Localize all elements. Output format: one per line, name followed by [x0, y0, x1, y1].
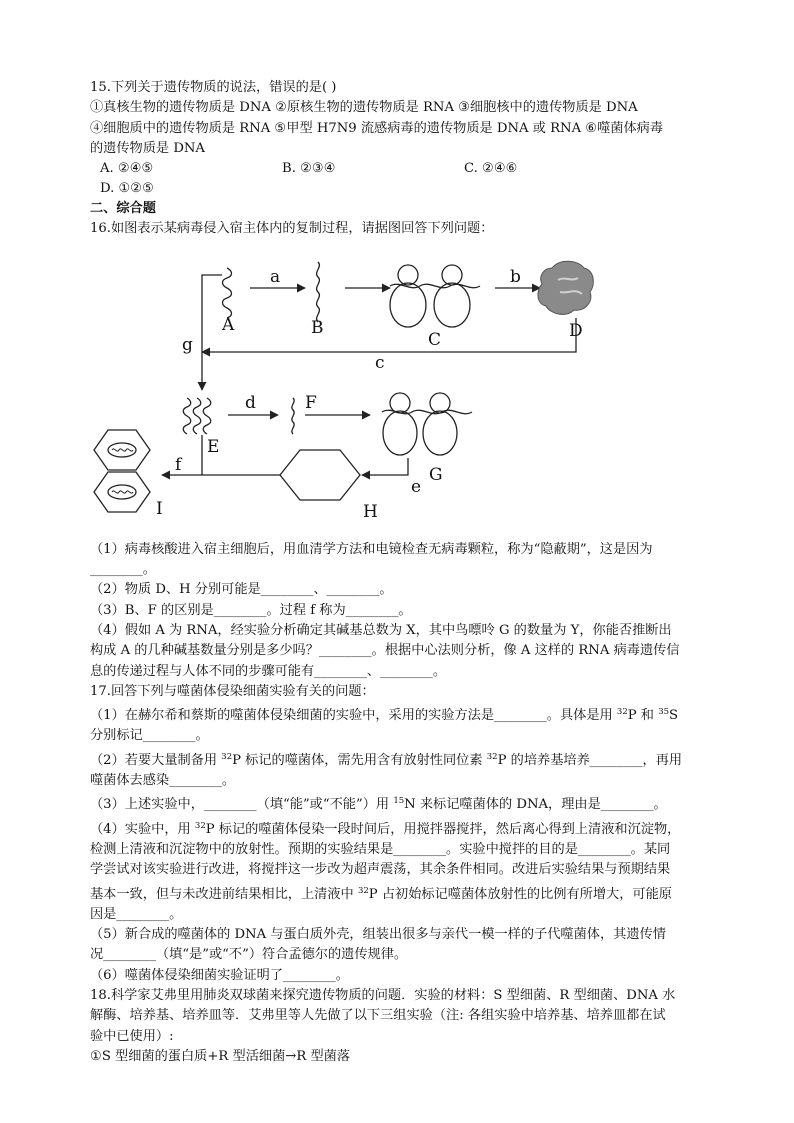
label-arrow-e: e [411, 476, 422, 497]
coil-e-2 [193, 398, 201, 434]
q17-sub6: （6）噬菌体侵染细菌实验证明了________。 [90, 967, 349, 983]
q16-sub3: （3）B、F 的区别是________。过程 f 称为________。 [90, 602, 412, 618]
section-2-title: 二、综合题 [90, 201, 156, 217]
q18-line-1: 18.科学家艾弗里用肺炎双球菌来探究遗传物质的问题．实验的材料：S 型细菌、R 型细菌、DNA 水 [90, 988, 676, 1004]
q17-sub4d-pre: 基本一致，但与未改进前结果相比，上清液中 [90, 886, 358, 902]
q16-stem: 16.如图表示某病毒侵入宿主体内的复制过程，请据图回答下列问题： [90, 221, 494, 237]
strand-f [292, 398, 294, 434]
q17-sub4-post: P 标记的噬菌体侵染一段时间后，用搅拌器搅拌，然后离心得到上清液和沉淀物， [205, 821, 681, 837]
coil-e-1 [183, 398, 191, 434]
label-arrow-c: c [375, 352, 385, 373]
q17-sub4-line-5: 因是________。 [90, 906, 183, 922]
q17-sub2-pre: （2）若要大量制备用 [90, 752, 222, 768]
q15-statements-line-3: 的遗传物质是 DNA [90, 140, 205, 156]
q16-sub1-line-2: ________。 [90, 562, 156, 578]
q18-line-2: 解酶、培养基、培养皿等．艾弗里等人先做了以下三组实验（注: 各组实验中培养基、培养皿都在试 [90, 1008, 666, 1024]
ribosomes-c [390, 265, 480, 327]
q17-sub2-line-2: 噬菌体去感染________。 [90, 773, 236, 789]
label-arrow-f: f [175, 454, 182, 475]
superscript-32: 32 [221, 751, 233, 762]
q16-sub4-line-1: （4）假如 A 为 RNA，经实验分析确定其碱基总数为 X，其中鸟嘌呤 G 的数量为 Y，你能否推断出 [90, 622, 672, 638]
nucleic-acid-a-coil [223, 268, 232, 318]
superscript-32: 32 [486, 751, 498, 762]
q17-stem: 17.回答下列与噬菌体侵染细菌实验有关的问题： [90, 683, 375, 699]
ribosomes-g [382, 393, 472, 455]
q15-option-d[interactable]: D. ①②⑤ [100, 181, 154, 197]
superscript-32: 32 [357, 885, 369, 896]
label-a: A [222, 314, 235, 335]
capsid-h [280, 450, 360, 500]
q17-sub3-pre: （3）上述实验中，________（填“能”或“不能”）用 [90, 797, 394, 813]
q18-line-4: ①S 型细菌的蛋白质+R 型活细菌→R 型菌落 [90, 1048, 351, 1064]
virus-replication-diagram [90, 240, 710, 540]
label-c: C [428, 329, 442, 350]
conjunction-and: 和 [636, 708, 659, 724]
label-arrow-a: a [270, 266, 281, 287]
q17-sub1-line-1 [90, 702, 710, 726]
q15-options [90, 159, 710, 199]
label-e: E [207, 436, 220, 457]
element-s: S [669, 708, 679, 724]
arrow-e [362, 458, 408, 475]
q17-sub5-line-2: 况________（填“是”或“不”）符合孟德尔的遗传规律。 [90, 947, 408, 963]
q16-sub4-line-2: 构成 A 的几种碱基数量分别是多少吗？________。根据中心法则分析，像 A 这样的 RNA 病毒遗传信 [90, 643, 680, 659]
virions-i [94, 430, 150, 512]
q17-sub3-post: N 来标记噬菌体的 DNA，理由是________。 [404, 797, 667, 813]
q15-statements-line-2: ④细胞质中的遗传物质是 RNA ⑤甲型 H7N9 流感病毒的遗传物质是 DNA 或 RNA ⑥噬菌体病毒 [90, 120, 664, 136]
q15-statements-line-1: ①真核生物的遗传物质是 DNA ②原核生物的遗传物质是 RNA ③细胞核中的遗传物质是 DNA [90, 100, 638, 116]
exam-page [90, 78, 710, 1067]
q15-option-b[interactable]: B. ②③④ [282, 161, 336, 177]
label-arrow-g: g [182, 334, 193, 355]
q17-sub4-line-4 [90, 881, 710, 905]
q16-sub4-line-3: 息的传递过程与人体不同的步骤可能有________、________。 [90, 663, 447, 679]
q16-sub2: （2）物质 D、H 分别可能是________、________。 [90, 582, 393, 598]
label-d: D [569, 320, 583, 341]
label-i: I [156, 498, 163, 519]
q17-sub4d-post: P 占初始标记噬菌体放射性的比例有所增大，可能原 [368, 886, 672, 902]
q17-sub4-pre: （4）实验中，用 [90, 821, 195, 837]
superscript-32: 32 [194, 820, 206, 831]
q15-stem: 15.下列关于遗传物质的说法，错误的是( ) [90, 80, 337, 95]
q17-sub3 [90, 791, 710, 815]
q15-option-c[interactable]: C. ②④⑥ [464, 161, 518, 177]
label-b: B [311, 317, 324, 338]
arrow-g [202, 275, 222, 390]
strand-b [317, 262, 320, 322]
superscript-32: 32 [616, 707, 628, 718]
protein-d-blob [538, 261, 593, 314]
superscript-15: 15 [393, 796, 405, 807]
q17-sub4-line-1 [90, 816, 710, 840]
q17-sub2-mid: P 标记的噬菌体，需先用含有放射性同位素 [232, 752, 487, 768]
q17-sub4-line-3: 学尝试对该实验进行改进，将搅拌这一步改为超声震荡，其余条件相同。改进后实验结果与预期结果 [90, 862, 671, 878]
coil-e-3 [203, 398, 211, 434]
q17-sub5-line-1: （5）新合成的噬菌体的 DNA 与蛋白质外壳，组装出很多与亲代一模一样的子代噬菌体，其遗传情 [90, 927, 666, 943]
q18-line-3: 验中已使用）: [90, 1028, 174, 1044]
label-arrow-b: b [510, 266, 521, 287]
q16-sub1-line-1: （1）病毒核酸进入宿主细胞后，用血清学方法和电镜检查无病毒颗粒，称为“隐蔽期”，这是因为 [90, 541, 653, 557]
label-h: H [363, 501, 378, 522]
arrow-c [202, 318, 576, 352]
q17-sub1-line-2: 分别标记________。 [90, 728, 209, 744]
label-f: F [305, 392, 317, 413]
element-p: P [627, 708, 637, 724]
label-g: G [429, 464, 443, 485]
q17-sub1-text: （1）在赫尔希和蔡斯的噬菌体侵染细菌的实验中，采用的实验方法是________。具体是用 [90, 708, 617, 724]
q17-sub2-line-1 [90, 747, 710, 771]
label-arrow-d: d [245, 392, 256, 413]
superscript-35: 35 [658, 707, 670, 718]
q17-sub4-line-2: 检测上清液和沉淀物中的放射性。预期的实验结果是________。实验中搅拌的目的是________。某同 [90, 841, 671, 857]
q15-option-a[interactable]: A. ②④⑤ [100, 161, 154, 177]
virus-replication-svg [90, 240, 710, 540]
q17-sub2-post: P 的培养基培养________，再用 [497, 752, 683, 768]
